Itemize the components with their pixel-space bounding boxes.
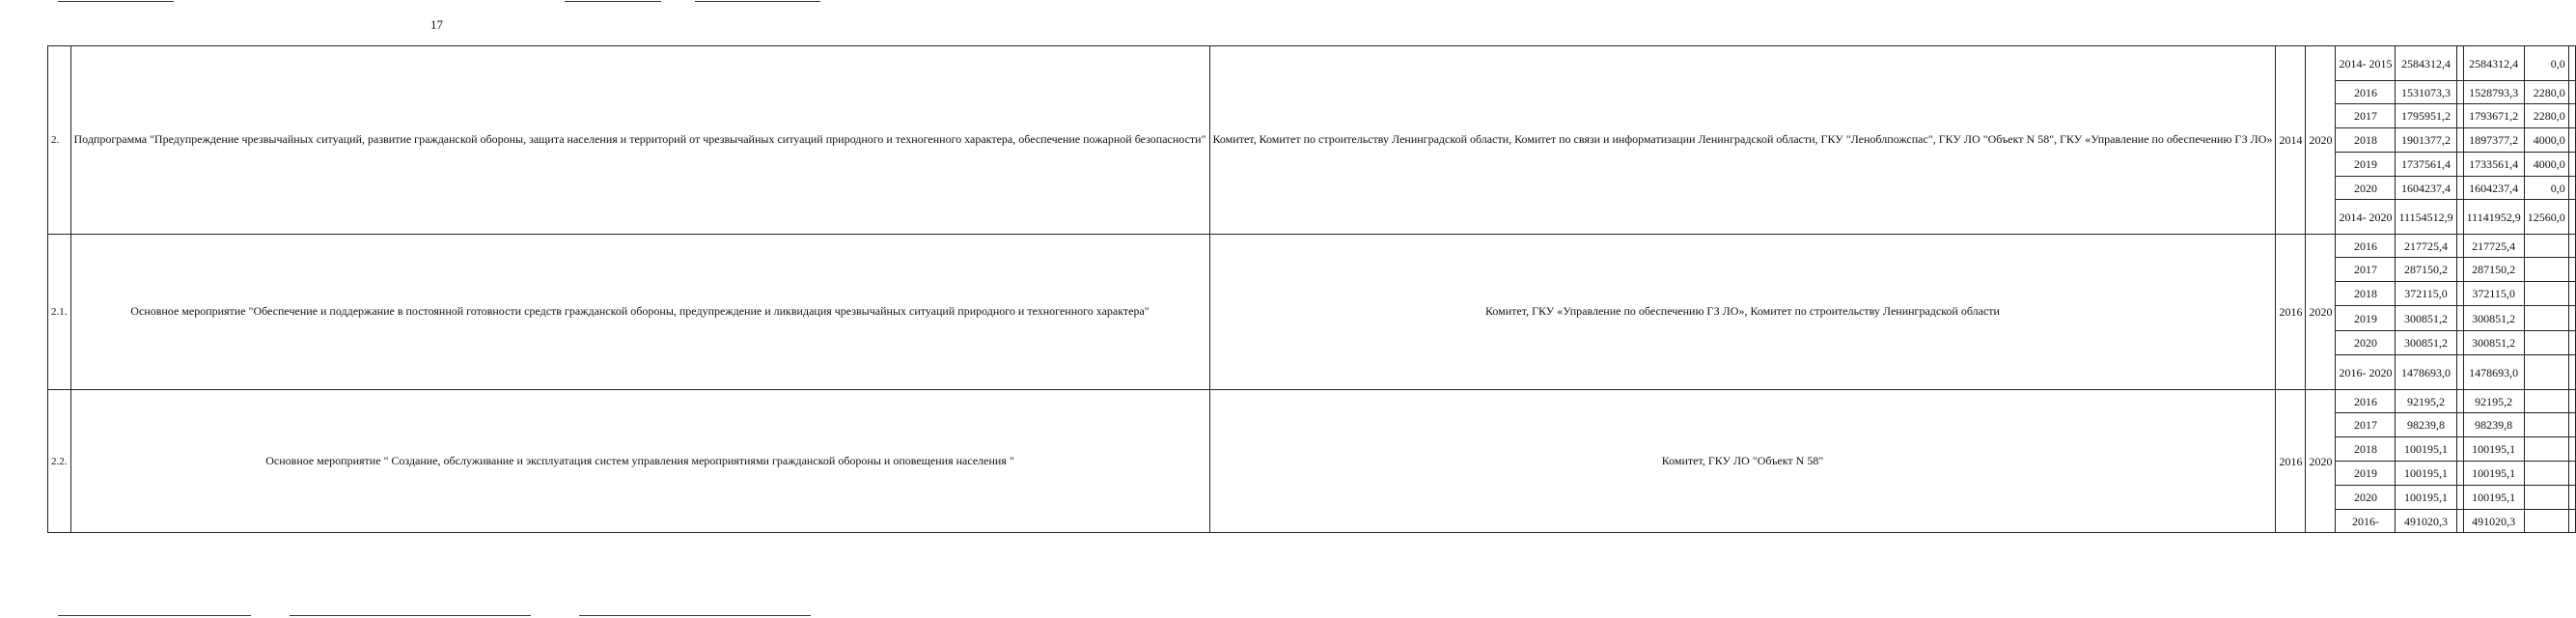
scan-artifact <box>695 1 820 2</box>
scan-artifact <box>565 1 661 2</box>
end-year: 2020 <box>2306 235 2336 390</box>
scan-artifact <box>579 615 811 616</box>
other-value-cell <box>2568 104 2575 128</box>
period-cell: 2020 <box>2336 331 2396 355</box>
regional-value-cell: 1897377,2 <box>2463 128 2524 153</box>
table-row <box>48 390 2576 413</box>
total-value-cell: 92195,2 <box>2396 390 2456 413</box>
period-cell: 2019 <box>2336 306 2396 331</box>
local-value-cell: 2280,0 <box>2524 81 2568 104</box>
period-cell: 2019 <box>2336 462 2396 486</box>
total-value-cell: 100195,1 <box>2396 462 2456 486</box>
federal-value-cell <box>2456 104 2463 128</box>
federal-value-cell <box>2456 462 2463 486</box>
other-value-cell <box>2568 81 2575 104</box>
local-value-cell <box>2524 235 2568 258</box>
federal-value-cell <box>2456 390 2463 413</box>
start-year: 2014 <box>2276 46 2306 235</box>
other-value-cell <box>2568 306 2575 331</box>
end-year: 2020 <box>2306 390 2336 533</box>
local-value-cell <box>2524 510 2568 533</box>
local-value-cell <box>2524 413 2568 437</box>
regional-value-cell: 491020,3 <box>2463 510 2524 533</box>
regional-value-cell: 100195,1 <box>2463 437 2524 462</box>
period-cell: 2016 <box>2336 235 2396 258</box>
other-value-cell <box>2568 413 2575 437</box>
other-value-cell <box>2568 258 2575 282</box>
local-value-cell <box>2524 282 2568 306</box>
period-cell: 2019 <box>2336 153 2396 177</box>
total-value-cell: 11154512,9 <box>2396 200 2456 235</box>
period-cell: 2014- 2015 <box>2336 46 2396 81</box>
total-value-cell: 100195,1 <box>2396 437 2456 462</box>
start-year: 2016 <box>2276 235 2306 390</box>
other-value-cell <box>2568 153 2575 177</box>
scan-artifact <box>58 1 174 2</box>
regional-value-cell: 300851,2 <box>2463 331 2524 355</box>
other-value-cell <box>2568 282 2575 306</box>
other-value-cell <box>2568 486 2575 510</box>
regional-value-cell: 1733561,4 <box>2463 153 2524 177</box>
total-value-cell: 287150,2 <box>2396 258 2456 282</box>
federal-value-cell <box>2456 153 2463 177</box>
federal-value-cell <box>2456 486 2463 510</box>
other-value-cell <box>2568 177 2575 200</box>
regional-value-cell: 1528793,3 <box>2463 81 2524 104</box>
federal-value-cell <box>2456 282 2463 306</box>
section-name: Основное мероприятие "Обеспечение и поддержание в постоянной готовности средств гражданской обороны, предупреждение и ликвидация чрезвычайных ситуаций природного и техногенного характера" <box>70 235 1209 390</box>
regional-value-cell: 2584312,4 <box>2463 46 2524 81</box>
page-number: 17 <box>430 17 443 32</box>
regional-value-cell: 11141952,9 <box>2463 200 2524 235</box>
total-value-cell: 1478693,0 <box>2396 355 2456 390</box>
period-cell: 2017 <box>2336 413 2396 437</box>
regional-value-cell: 287150,2 <box>2463 258 2524 282</box>
scan-artifact <box>58 615 251 616</box>
period-cell: 2020 <box>2336 486 2396 510</box>
federal-value-cell <box>2456 128 2463 153</box>
period-cell: 2020 <box>2336 177 2396 200</box>
section-name: Основное мероприятие " Создание, обслуживание и эксплуатация систем управления мероприятиями гражданской обороны и оповещения населения " <box>70 390 1209 533</box>
other-value-cell <box>2568 128 2575 153</box>
other-value-cell <box>2568 235 2575 258</box>
period-cell: 2018 <box>2336 128 2396 153</box>
other-value-cell <box>2568 437 2575 462</box>
section-number: 2. <box>48 46 71 235</box>
total-value-cell: 2584312,4 <box>2396 46 2456 81</box>
other-value-cell <box>2568 390 2575 413</box>
section-number: 2.1. <box>48 235 71 390</box>
budget-table <box>47 45 2576 533</box>
local-value-cell <box>2524 462 2568 486</box>
regional-value-cell: 372115,0 <box>2463 282 2524 306</box>
total-value-cell: 1737561,4 <box>2396 153 2456 177</box>
section-executors: Комитет, ГКУ «Управление по обеспечению ГЗ ЛО», Комитет по строительству Ленинградской области <box>1209 235 2276 390</box>
period-cell: 2017 <box>2336 104 2396 128</box>
other-value-cell <box>2568 355 2575 390</box>
regional-value-cell: 1478693,0 <box>2463 355 2524 390</box>
federal-value-cell <box>2456 510 2463 533</box>
other-value-cell <box>2568 331 2575 355</box>
section-executors: Комитет, ГКУ ЛО "Объект N 58" <box>1209 390 2276 533</box>
local-value-cell: 4000,0 <box>2524 128 2568 153</box>
total-value-cell: 491020,3 <box>2396 510 2456 533</box>
section-number: 2.2. <box>48 390 71 533</box>
federal-value-cell <box>2456 306 2463 331</box>
federal-value-cell <box>2456 437 2463 462</box>
federal-value-cell <box>2456 413 2463 437</box>
local-value-cell <box>2524 258 2568 282</box>
local-value-cell <box>2524 390 2568 413</box>
table-row <box>48 46 2576 81</box>
other-value-cell <box>2568 510 2575 533</box>
period-cell: 2018 <box>2336 437 2396 462</box>
federal-value-cell <box>2456 355 2463 390</box>
period-cell: 2016- 2020 <box>2336 355 2396 390</box>
federal-value-cell <box>2456 177 2463 200</box>
period-cell: 2017 <box>2336 258 2396 282</box>
total-value-cell: 1795951,2 <box>2396 104 2456 128</box>
section-executors: Комитет, Комитет по строительству Ленинградской области, Комитет по связи и информатизации Ленинградской области, ГКУ "Леноблпожспас", ГКУ ЛО "Объект N 58", ГКУ «Управление по обеспечению ГЗ ЛО» <box>1209 46 2276 235</box>
regional-value-cell: 98239,8 <box>2463 413 2524 437</box>
local-value-cell: 0,0 <box>2524 46 2568 81</box>
period-cell: 2016 <box>2336 390 2396 413</box>
period-cell: 2014- 2020 <box>2336 200 2396 235</box>
federal-value-cell <box>2456 235 2463 258</box>
end-year: 2020 <box>2306 46 2336 235</box>
local-value-cell <box>2524 355 2568 390</box>
total-value-cell: 300851,2 <box>2396 331 2456 355</box>
regional-value-cell: 217725,4 <box>2463 235 2524 258</box>
total-value-cell: 1531073,3 <box>2396 81 2456 104</box>
period-cell: 2018 <box>2336 282 2396 306</box>
federal-value-cell <box>2456 331 2463 355</box>
federal-value-cell <box>2456 46 2463 81</box>
regional-value-cell: 100195,1 <box>2463 486 2524 510</box>
regional-value-cell: 300851,2 <box>2463 306 2524 331</box>
other-value-cell <box>2568 46 2575 81</box>
local-value-cell <box>2524 437 2568 462</box>
total-value-cell: 300851,2 <box>2396 306 2456 331</box>
total-value-cell: 372115,0 <box>2396 282 2456 306</box>
federal-value-cell <box>2456 258 2463 282</box>
regional-value-cell: 1793671,2 <box>2463 104 2524 128</box>
federal-value-cell <box>2456 81 2463 104</box>
local-value-cell <box>2524 486 2568 510</box>
total-value-cell: 1604237,4 <box>2396 177 2456 200</box>
local-value-cell: 0,0 <box>2524 177 2568 200</box>
local-value-cell: 2280,0 <box>2524 104 2568 128</box>
scan-artifact <box>290 615 531 616</box>
period-cell: 2016 <box>2336 81 2396 104</box>
local-value-cell: 4000,0 <box>2524 153 2568 177</box>
local-value-cell <box>2524 331 2568 355</box>
total-value-cell: 217725,4 <box>2396 235 2456 258</box>
total-value-cell: 1901377,2 <box>2396 128 2456 153</box>
period-cell: 2016- <box>2336 510 2396 533</box>
table-row <box>48 235 2576 258</box>
total-value-cell: 100195,1 <box>2396 486 2456 510</box>
local-value-cell <box>2524 306 2568 331</box>
other-value-cell <box>2568 200 2575 235</box>
regional-value-cell: 100195,1 <box>2463 462 2524 486</box>
other-value-cell <box>2568 462 2575 486</box>
local-value-cell: 12560,0 <box>2524 200 2568 235</box>
federal-value-cell <box>2456 200 2463 235</box>
start-year: 2016 <box>2276 390 2306 533</box>
section-name: Подпрограмма "Предупреждение чрезвычайных ситуаций, развитие гражданской обороны, защита населения и территорий от чрезвычайных ситуаций природного и техногенного характера, обеспечение пожарной безопасности" <box>70 46 1209 235</box>
total-value-cell: 98239,8 <box>2396 413 2456 437</box>
regional-value-cell: 1604237,4 <box>2463 177 2524 200</box>
regional-value-cell: 92195,2 <box>2463 390 2524 413</box>
